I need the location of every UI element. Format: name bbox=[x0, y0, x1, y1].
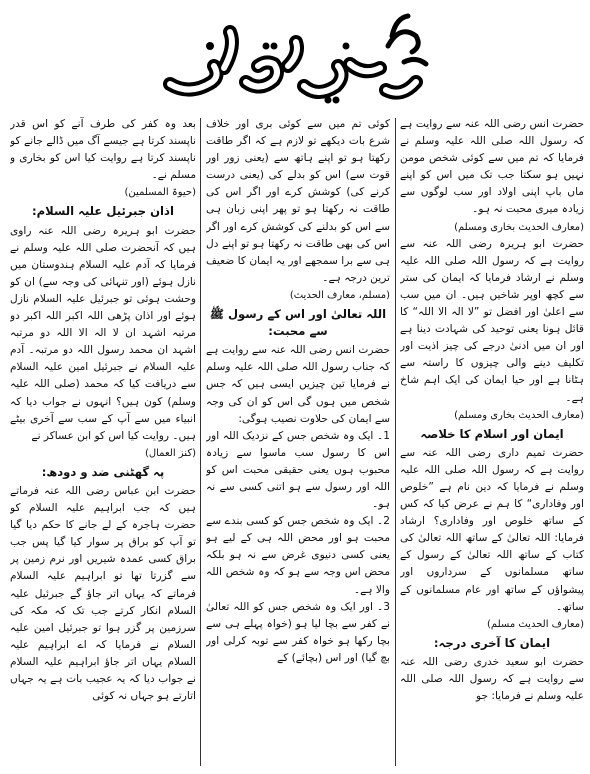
reference: (مسلم، معارف الحدیث) bbox=[289, 289, 390, 301]
paragraph: کوئی تم میں سے کوئی بری اور خلاف شرع بات دیکھے تو لازم ہے کہ اگر طاقت رکھتا ہو تو اپنے ہاتھ سے (یعنی زور اور قوت سے) اس کو بدلے کی (یعنی درست کرنے کی) کوشش کرے اور اگر اس کی طاقت نہ رکھتا ہو تو پھر اپنی زبان ہی سے اس کو بدلنے کی کوشش کرے اور اگر اس کی بھی طاقت نہ رکھتا ہو تو اپنے دل ہی سے برا سمجھے اور یہ ایمان کا ضعیف ترین درجہ ہے۔ bbox=[206, 118, 390, 284]
section-heading: اللہ تعالیٰ اور اس کے رسول ﷺ سے محبت: bbox=[209, 307, 387, 339]
column-middle bbox=[206, 116, 390, 768]
paragraph: 2۔ ایک وہ شخص جس کو کسی بندے سے محبت ہو اور محض اللہ ہی کے لیے ہو یعنی کسی دنیوی غرض سے نہ ہو بلکہ محض اس وجہ سے ہو کہ وہ شخص اللہ والا ہے۔ bbox=[206, 515, 390, 596]
section-heading: ایمان اور اسلام کا خلاصہ bbox=[420, 426, 564, 441]
masthead-text bbox=[440, 6, 441, 7]
paragraph: حضرت ابو سعید خدری رضی اللہ عنہ سے روایت ہے کہ رسول اللہ صلی اللہ علیہ وسلم نے فرمایا: جو bbox=[400, 655, 584, 703]
masthead-title bbox=[150, 6, 440, 110]
section-heading: ایمان کا آخری درجہ: bbox=[433, 635, 551, 650]
reference: (معارف الحدیث بخاری ومسلم) bbox=[454, 409, 584, 421]
paragraph: 1۔ ایک وہ شخص جس کے نزدیک اللہ اور اس کا رسول سب ماسوا سے زیادہ محبوب ہوں یعنی حقیقی محبت اس کو اللہ اور رسول سے ہو اتنی کسی سے نہ ہو۔ bbox=[206, 429, 390, 511]
section-heading: پہ گھٹنی ضد و دودھ: bbox=[41, 464, 165, 479]
column-divider bbox=[200, 118, 201, 766]
section-heading: اذان جبرئیل علیہ السلام: bbox=[32, 204, 174, 219]
paragraph: حضرت انس رضی اللہ عنہ سے روایت ہے کہ جناب رسول اللہ صلی اللہ علیہ وسلم نے فرمایا تین چیزیں ایسی ہیں کہ جس شخص میں ہوں گی اس کو ان کی وجہ سے ایمان کی حلاوت نصیب ہوگی: bbox=[206, 344, 390, 425]
paragraph: حضرت تمیم داری رضی اللہ عنہ سے روایت ہے کہ رسول اللہ صلی اللہ علیہ وسلم نے فرمایا کہ دین نام ہے ”خلوص اور وفاداری“ کا ہم نے عرض کیا کہ کس کے ساتھ خلوص اور وفاداری؟ ارشاد فرمایا: اللہ تعالیٰ کے ساتھ اللہ تعالیٰ کی کتاب کے ساتھ اللہ تعالیٰ کے رسول کے ساتھ مسلمانوں کے سرداروں اور پیشواؤں کے ساتھ اور عام مسلمانوں کے ساتھ۔ bbox=[400, 446, 584, 613]
calligraphy-logo-icon bbox=[150, 6, 440, 110]
paragraph: حضرت ابو ہریرہ رضی اللہ عنہ راوی ہیں کہ آنحضرت صلی اللہ علیہ وسلم نے فرمایا کہ آدم علیہ السلام ہندوستان میں نازل ہوئے (اور تنہائی کی وجہ سے) ان کو وحشت ہوئی تو جبرئیل علیہ السلام نازل ہوئے اور اذان پڑھی اللہ اکبر اللہ اکبر دو مرتبہ اشہد ان لا الہ الا اللہ دو مرتبہ اشہد ان محمد رسول اللہ دو مرتبہ۔ آدم علیہ السلام نے جبرئیل امین علیہ السلام سے دریافت کیا کہ محمد (صلی اللہ علیہ وسلم) کون ہیں؟ انہوں نے جواب دیا کہ انبیاء میں سے آپ کے سب سے آخری بیٹے ہیں۔ روایت کیا اس کو ابن عساکر نے bbox=[10, 224, 196, 442]
reference: (حیوۃ المسلمین) bbox=[124, 187, 196, 199]
reference: (معارف الحدیث مسلم) bbox=[487, 618, 584, 630]
paragraph: حضرت انس رضی اللہ عنہ سے روایت ہے کہ رسول اللہ صلی اللہ علیہ وسلم نے فرمایا کہ تم میں سے کوئی شخص مومن نہیں ہو سکتا جب تک میں اس کو اپنے ماں باپ اپنی اولاد اور سب لوگوں سے زیادہ میری محبت نہ ہو۔ bbox=[400, 118, 584, 216]
paragraph: 3۔ اور ایک وہ شخص جس کو اللہ تعالیٰ نے کفر سے بچا لیا ہو (خواہ پہلے ہی سے بچا رکھا ہو خواہ کفر سے توبہ کرلی اور بچ گیا) اور اس (بچائے) کے bbox=[206, 600, 390, 664]
paragraph: بعد وہ کفر کی طرف آنے کو اس قدر ناپسند کرتا ہے جیسے آگ میں ڈالے جانے کو ناپسند کرتا ہے روایت کیا اس کو بخاری و مسلم نے۔ bbox=[10, 118, 196, 182]
column-divider bbox=[395, 118, 396, 766]
paragraph: حضرت ابو ہریرہ رضی اللہ عنہ سے روایت ہے کہ رسول اللہ صلی اللہ علیہ وسلم نے ارشاد فرمایا کہ ایمان کی ستر سے کچھ اوپر شاخیں ہیں۔ ان میں سب سے اعلیٰ اور افضل تو ”لا الہ الا اللہ“ کا قائل ہونا یعنی توحید کی شہادت دینا ہے اور ان میں ادنیٰ درجے کی چیز اذیت اور تکلیف دینے والی چیزوں کا راستہ سے ہٹانا ہے اور حیا ایمان کی ایک اہم شاخ ہے۔ bbox=[400, 237, 584, 404]
column-left bbox=[10, 116, 196, 768]
column-right bbox=[400, 116, 584, 768]
reference: (معارف الحدیث بخاری ومسلم) bbox=[454, 221, 584, 233]
reference: (کنز العمال) bbox=[144, 447, 196, 459]
paragraph: حضرت ابن عباس رضی اللہ عنہ فرماتے ہیں کہ جب ابراہیم علیہ السلام کو حضرت ہاجرہ کے لے جانے کا حکم دیا گیا تو آپ کو براق پر سوار کیا گیا پس جب براق کسی عمدہ شیریں اور نرم زمین پر سے گزرتا تھا تو ابراہیم علیہ السلام فرماتے کہ یہاں اتر جاؤ گے جبرئیل علیہ السلام انکار کرتے جب تک کہ مکہ کی سرزمین پر گزر ہوا تو جبرئیل امین علیہ السلام نے فرمایا کہ اے ابراہیم علیہ السلام یہاں اتر جاؤ ابراہیم علیہ السلام نے جواب دیا کہ یہ عجیب بات ہے یہ جہاں اتارتے ہو جہاں نہ کوئی bbox=[10, 484, 196, 703]
